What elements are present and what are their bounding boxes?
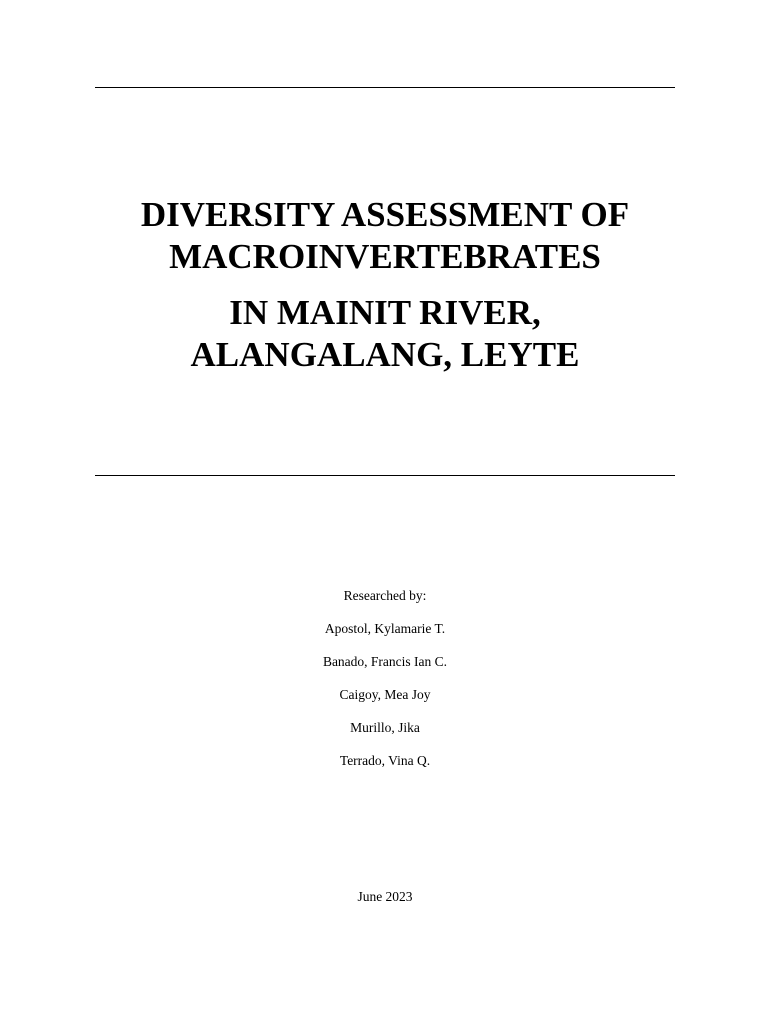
title-line: MACROINVERTEBRATES	[169, 237, 601, 276]
title-line: DIVERSITY ASSESSMENT OF	[140, 195, 630, 234]
researcher-name: Banado, Francis Ian C.	[322, 654, 448, 669]
researcher-name: Terrado, Vina Q.	[339, 753, 431, 768]
bottom-divider	[95, 475, 675, 476]
researcher-name: Apostol, Kylamarie T.	[324, 621, 446, 636]
document-date: June 2023	[357, 889, 413, 904]
researchers-block	[95, 583, 675, 781]
title-heading-2	[95, 292, 675, 376]
researcher-name: Caigoy, Mea Joy	[339, 687, 431, 702]
researcher-name: Murillo, Jika	[350, 720, 420, 735]
title-line: ALANGALANG, LEYTE	[190, 335, 580, 374]
title-heading-1	[95, 194, 675, 278]
top-divider	[95, 87, 675, 88]
title-line: IN MAINIT RIVER,	[229, 293, 541, 332]
researched-by-label: Researched by:	[343, 588, 427, 603]
